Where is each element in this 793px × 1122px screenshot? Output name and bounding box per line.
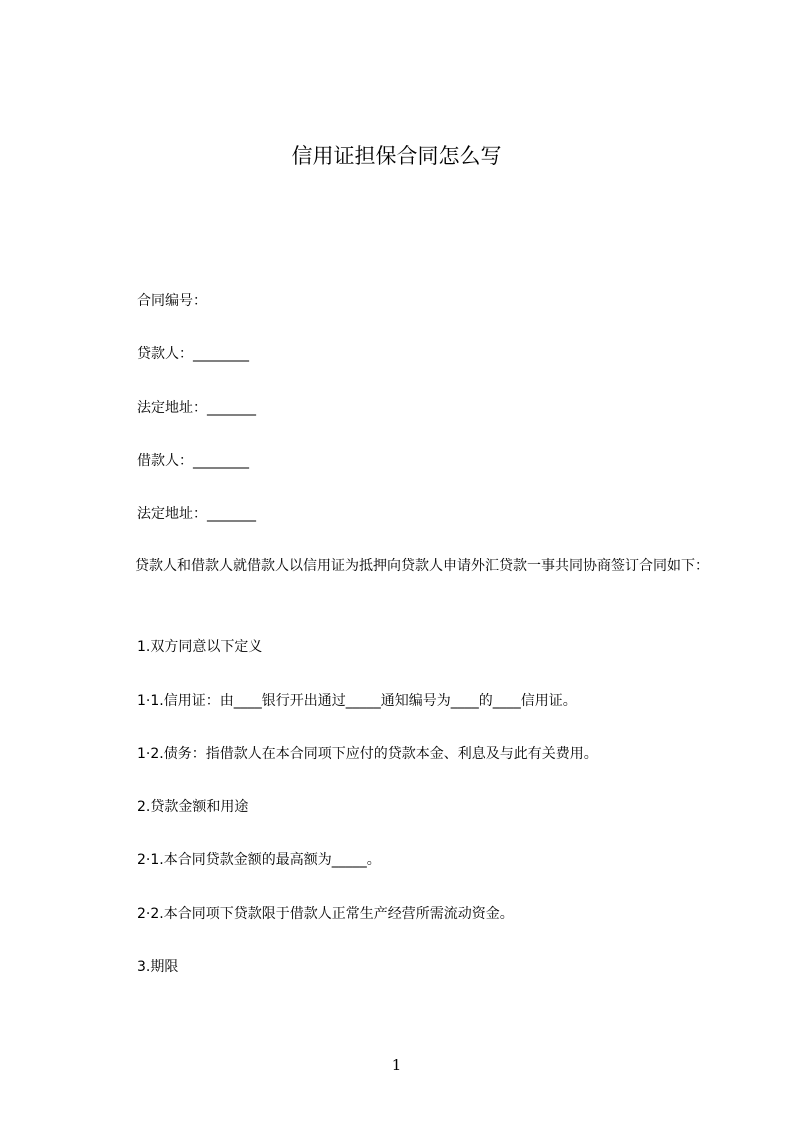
lender-line: 贷款人：________ xyxy=(137,346,249,362)
contract-number-line: 合同编号： xyxy=(137,293,207,309)
borrower-address-line: 法定地址：_______ xyxy=(137,506,256,522)
clause-2-1: 2·1.本合同贷款金额的最高额为_____。 xyxy=(137,852,381,868)
intro-paragraph: 贷款人和借款人就借款人以信用证为抵押向贷款人申请外汇贷款一事共同协商签订合同如下： xyxy=(135,558,709,574)
clause-1-heading: 1.双方同意以下定义 xyxy=(137,639,263,655)
borrower-line: 借款人：________ xyxy=(137,453,249,469)
lender-address-line: 法定地址：_______ xyxy=(137,400,256,416)
clause-2-heading: 2.贷款金额和用途 xyxy=(137,799,249,815)
clause-3-heading: 3.期限 xyxy=(137,959,179,975)
page-number: 1 xyxy=(391,1056,402,1074)
clause-2-2: 2·2.本合同项下贷款限于借款人正常生产经营所需流动资金。 xyxy=(137,906,514,922)
clause-1-2: 1·2.债务：指借款人在本合同项下应付的贷款本金、利息及与此有关费用。 xyxy=(137,746,598,762)
clause-1-1: 1·1.信用证：由____银行开出通过_____通知编号为____的____信用证。 xyxy=(137,693,577,709)
document-title: 信用证担保合同怎么写 xyxy=(291,144,502,168)
